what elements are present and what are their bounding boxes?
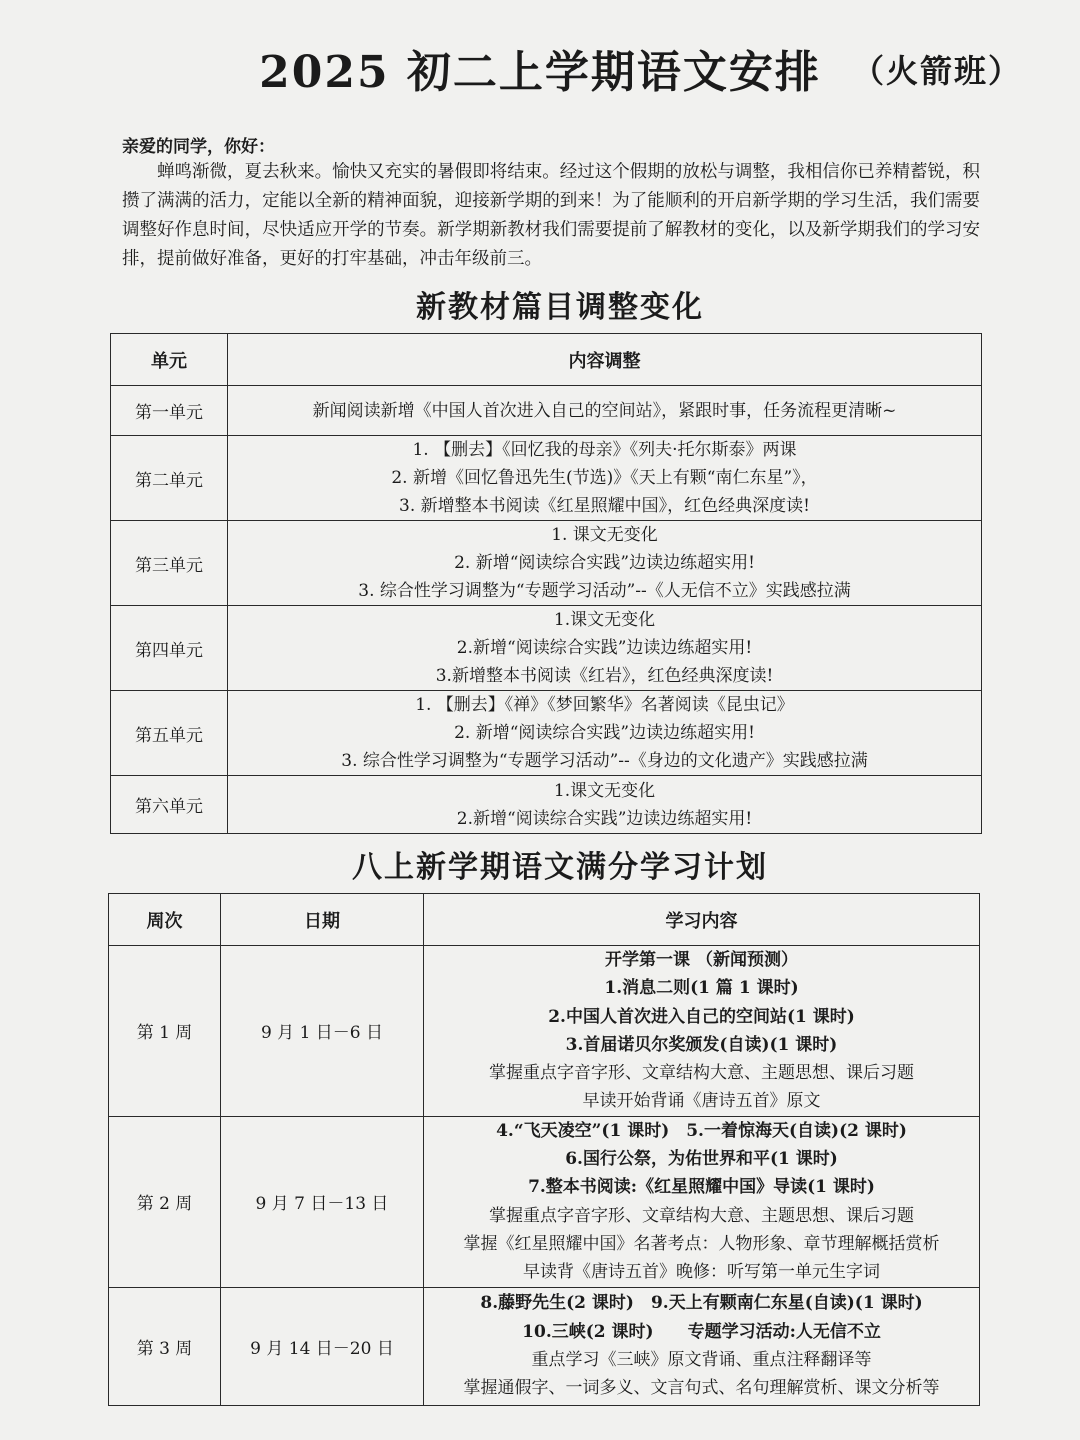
week-cell: 第 1 周 [109, 946, 221, 1117]
content-line: 1.课文无变化 [553, 780, 656, 801]
intro-paragraph: 蝉鸣渐微，夏去秋来。愉快又充实的暑假即将结束。经过这个假期的放松与调整，我相信你已养精蓄锐，积攒了满满的活力，定能以全新的精神面貌，迎接新学期的到来！为了能顺利的开启新学期的学习生活，我们需要调整好作息时间，尽快适应开学的节奏。新学期新教材我们需要提前了解教材的变化，以及新学期我们的学习安排，提前做好准备，更好的打牢基础，冲击年级前三。 [122, 162, 980, 269]
table-row [111, 521, 982, 606]
class-tag: （火箭班） [851, 52, 1022, 90]
content-line: 1. 【删去】《回忆我的母亲》《列夫·托尔斯泰》两课 [412, 440, 797, 460]
content-line: 新闻阅读新增《中国人首次进入自己的空间站》，紧跟时事，任务流程更清晰~ [312, 400, 897, 421]
content-cell [228, 386, 982, 436]
unit-cell: 第一单元 [111, 386, 228, 436]
unit-cell: 第四单元 [111, 606, 228, 691]
content-line: 1.课文无变化 [553, 610, 656, 630]
table-row [111, 386, 982, 436]
content-cell [228, 776, 982, 834]
header-content: 内容调整 [228, 334, 982, 386]
study-line: 掌握通假字、一词多义、文言句式、名句理解赏析、课文分析等 [463, 1378, 940, 1399]
content-line: 1. 【删去】《禅》《梦回繁华》名著阅读《昆虫记》 [415, 695, 794, 715]
table-row [111, 776, 982, 834]
content-cell [228, 436, 982, 521]
study-line: 7.整本书阅读:《红星照耀中国》导读(1 课时) [528, 1177, 875, 1198]
unit-cell: 第二单元 [111, 436, 228, 521]
table-row [111, 606, 982, 691]
week-cell: 第 2 周 [109, 1116, 221, 1287]
unit-cell: 第三单元 [111, 521, 228, 606]
content-line: 2. 新增《回忆鲁迅先生(节选)》《天上有颗“南仁东星”》， [391, 468, 818, 488]
study-line: 掌握重点字音字形、文章结构大意、主题思想、课后习题 [489, 1205, 914, 1226]
greeting: 亲爱的同学，你好： [122, 137, 275, 157]
table-row [111, 436, 982, 521]
study-content-cell [424, 1116, 980, 1287]
content-line: 2.新增“阅读综合实践”边读边练超实用! [456, 638, 753, 658]
header-study-content: 学习内容 [424, 894, 980, 946]
header-week: 周次 [109, 894, 221, 946]
section-title-textbook-changes: 新教材篇目调整变化 [416, 290, 704, 325]
table-row [109, 946, 980, 1117]
header-unit: 单元 [111, 334, 228, 386]
content-cell [228, 606, 982, 691]
content-line: 3. 综合性学习调整为“专题学习活动”--《身边的文化遗产》实践感拉满 [341, 751, 868, 771]
content-line: 3.新增整本书阅读《红岩》，红色经典深度读! [435, 666, 774, 686]
content-line: 2. 新增“阅读综合实践”边读边练超实用! [454, 553, 755, 573]
table-row [109, 1287, 980, 1405]
content-line: 3. 综合性学习调整为“专题学习活动”--《人无信不立》实践感拉满 [358, 581, 851, 601]
study-line: 8.藤野先生(2 课时) 9.天上有颗南仁东星(自读)(1 课时) [480, 1293, 923, 1314]
page-title [0, 36, 1080, 100]
date-cell: 9 月 14 日－20 日 [221, 1287, 424, 1405]
content-cell [228, 691, 982, 776]
study-content-cell [424, 946, 980, 1117]
table-header-row [111, 334, 982, 386]
content-line: 3. 新增整本书阅读《红星照耀中国》，红色经典深度读! [399, 496, 810, 516]
study-line: 掌握重点字音字形、文章结构大意、主题思想、课后习题 [489, 1063, 914, 1084]
study-line: 早读开始背诵《唐诗五首》原文 [582, 1091, 821, 1112]
study-content-cell [424, 1287, 980, 1405]
table-header-row [109, 894, 980, 946]
content-line: 2. 新增“阅读综合实践”边读边练超实用! [454, 723, 755, 743]
content-cell [228, 521, 982, 606]
title-text: 2025 初二上学期语文安排 [259, 47, 821, 98]
date-cell: 9 月 1 日－6 日 [221, 946, 424, 1117]
study-line: 1.消息二则(1 篇 1 课时) [604, 978, 799, 999]
study-line: 10.三峡(2 课时) 专题学习活动:人无信不立 [522, 1321, 881, 1342]
study-plan-table [108, 893, 980, 1406]
study-line: 开学第一课 （新闻预测） [605, 950, 798, 970]
study-line: 掌握《红星照耀中国》名著考点：人物形象、章节理解概括赏析 [463, 1233, 940, 1254]
date-cell: 9 月 7 日－13 日 [221, 1116, 424, 1287]
table-row [111, 691, 982, 776]
content-line: 2.新增“阅读综合实践”边读边练超实用! [456, 808, 753, 829]
content-line: 1. 课文无变化 [551, 525, 658, 545]
week-cell: 第 3 周 [109, 1287, 221, 1405]
header-date: 日期 [221, 894, 424, 946]
study-line: 3.首届诺贝尔奖颁发(自读)(1 课时) [565, 1034, 838, 1055]
unit-cell: 第六单元 [111, 776, 228, 834]
study-line: 6.国行公祭，为佑世界和平(1 课时) [565, 1149, 838, 1170]
textbook-changes-table [110, 333, 982, 834]
unit-cell: 第五单元 [111, 691, 228, 776]
study-line: 2.中国人首次进入自己的空间站(1 课时) [548, 1006, 855, 1027]
study-line: 重点学习《三峡》原文背诵、重点注释翻译等 [531, 1350, 872, 1371]
study-line: 4.“飞天凌空”(1 课时) 5.一着惊海天(自读)(2 课时) [496, 1120, 907, 1141]
study-line: 早读背《唐诗五首》晚修：听写第一单元生字词 [523, 1262, 880, 1283]
section-title-study-plan: 八上新学期语文满分学习计划 [352, 850, 768, 885]
table-row [109, 1116, 980, 1287]
